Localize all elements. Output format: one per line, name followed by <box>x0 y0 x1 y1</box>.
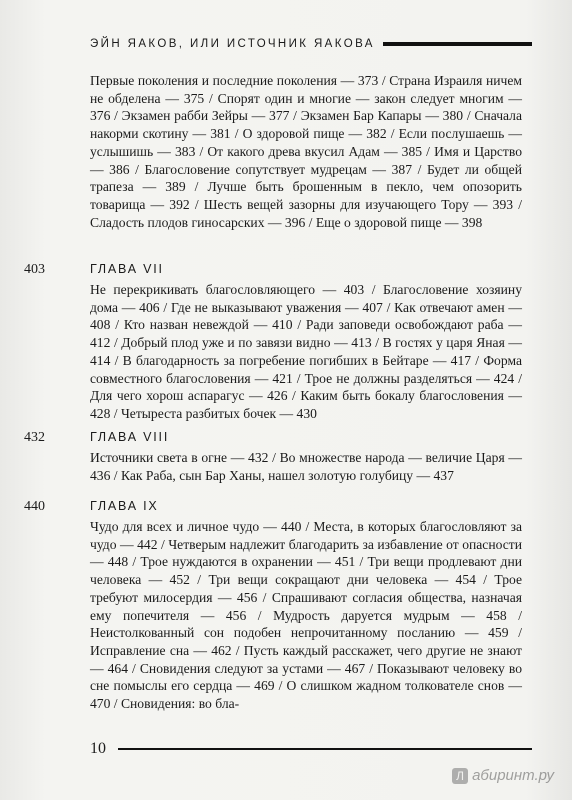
chapter-heading: ГЛАВА VIII <box>90 430 170 444</box>
running-head <box>90 36 532 52</box>
chapter-contents: Источники света в огне — 432 / Во множестве народа — величие Царя — 436 / Как Раба, сын Бар Ханы, нашел золотую голубицу — 437 <box>90 450 522 483</box>
folio-number: 10 <box>90 740 106 757</box>
labirint-logo-icon: Л <box>452 768 468 784</box>
chapter-page-number: 432 <box>24 430 45 445</box>
footer-rule <box>118 748 532 750</box>
chapter-page-number: 403 <box>24 262 45 277</box>
chapter-heading: ГЛАВА IX <box>90 499 159 513</box>
running-title: ЭЙН ЯАКОВ, ИЛИ ИСТОЧНИК ЯАКОВА <box>90 38 375 50</box>
intro-block <box>90 72 522 231</box>
chapter-page-number: 440 <box>24 499 45 514</box>
watermark-text: абиринт.ру <box>472 767 554 784</box>
page-footer <box>90 740 532 758</box>
chapter-contents: Чудо для всех и личное чудо — 440 / Места, в которых благословляют за чудо — 442 / Четверым надлежит благодарить за избавление от опасности — 448 / Трое нуждаются в охранении — 451 / Три вещи продлевают дни человека — 452 / Три вещи сокращают дни человека — 454 / Трое требуют милосердия — 456 / Спрашивают согласия общества, назначая ему попечителя — 456 / Мудрость даруется мудрым — 458 / Неистолкованный сон подобен непрочитанному посланию — 459 / Исправление сна — 462 / Пусть каждый расскажет, чего другие не знают — 464 / Сновидения следуют за устами — 467 / Показывают человеку во сне помыслы его сердца — 469 / О слишком жадном толкователе снов — 470 / Сновидения: во бла- <box>90 519 522 712</box>
chapter-heading: ГЛАВА VII <box>90 262 164 276</box>
labirint-watermark <box>452 767 554 784</box>
intro-paragraph: Первые поколения и последние поколения — 373 / Страна Израиля ничем не обделена — 375 / Спорят один и многие — закон следует многим — 376 / Экзамен рабби Зейры — 377 / Экзамен Бар Капары — 380 / Сначала накорми скотину — 381 / О здоровой пище — 382 / Если послушаешь — услышишь — 383 / От какого древа вкусил Адам — 385 / Имя и Царство — 386 / Благословение сопутствует мудрецам — 387 / Будет ли общей трапеза — 389 / Лучше быть брошенным в пекло, чем опозорить товарища — 392 / Шесть вещей зазорны для изучающего Тору — 393 / Сладость плодов гиносарских — 396 / Еще о здоровой пище — 398 <box>90 73 522 230</box>
header-rule <box>383 42 532 46</box>
chapter-contents: Не перекрикивать благословляющего — 403 / Благословение хозяину дома — 406 / Где не выказывают уважения — 407 / Как отвечают амен — 408 / Кто назван невеждой — 410 / Ради заповеди освобождают раба — 412 / Добрый плод уже и по завязи видно — 413 / В гостях у царя Яная — 414 / В благодарность за погребение погибших в Бейтаре — 417 / Форма совместного благословения — 421 / Трое не должны разделяться — 424 / Для чего хорош аспарагус — 426 / Каким быть бокалу благословения — 428 / Четыреста разбитых бочек — 430 <box>90 282 522 421</box>
